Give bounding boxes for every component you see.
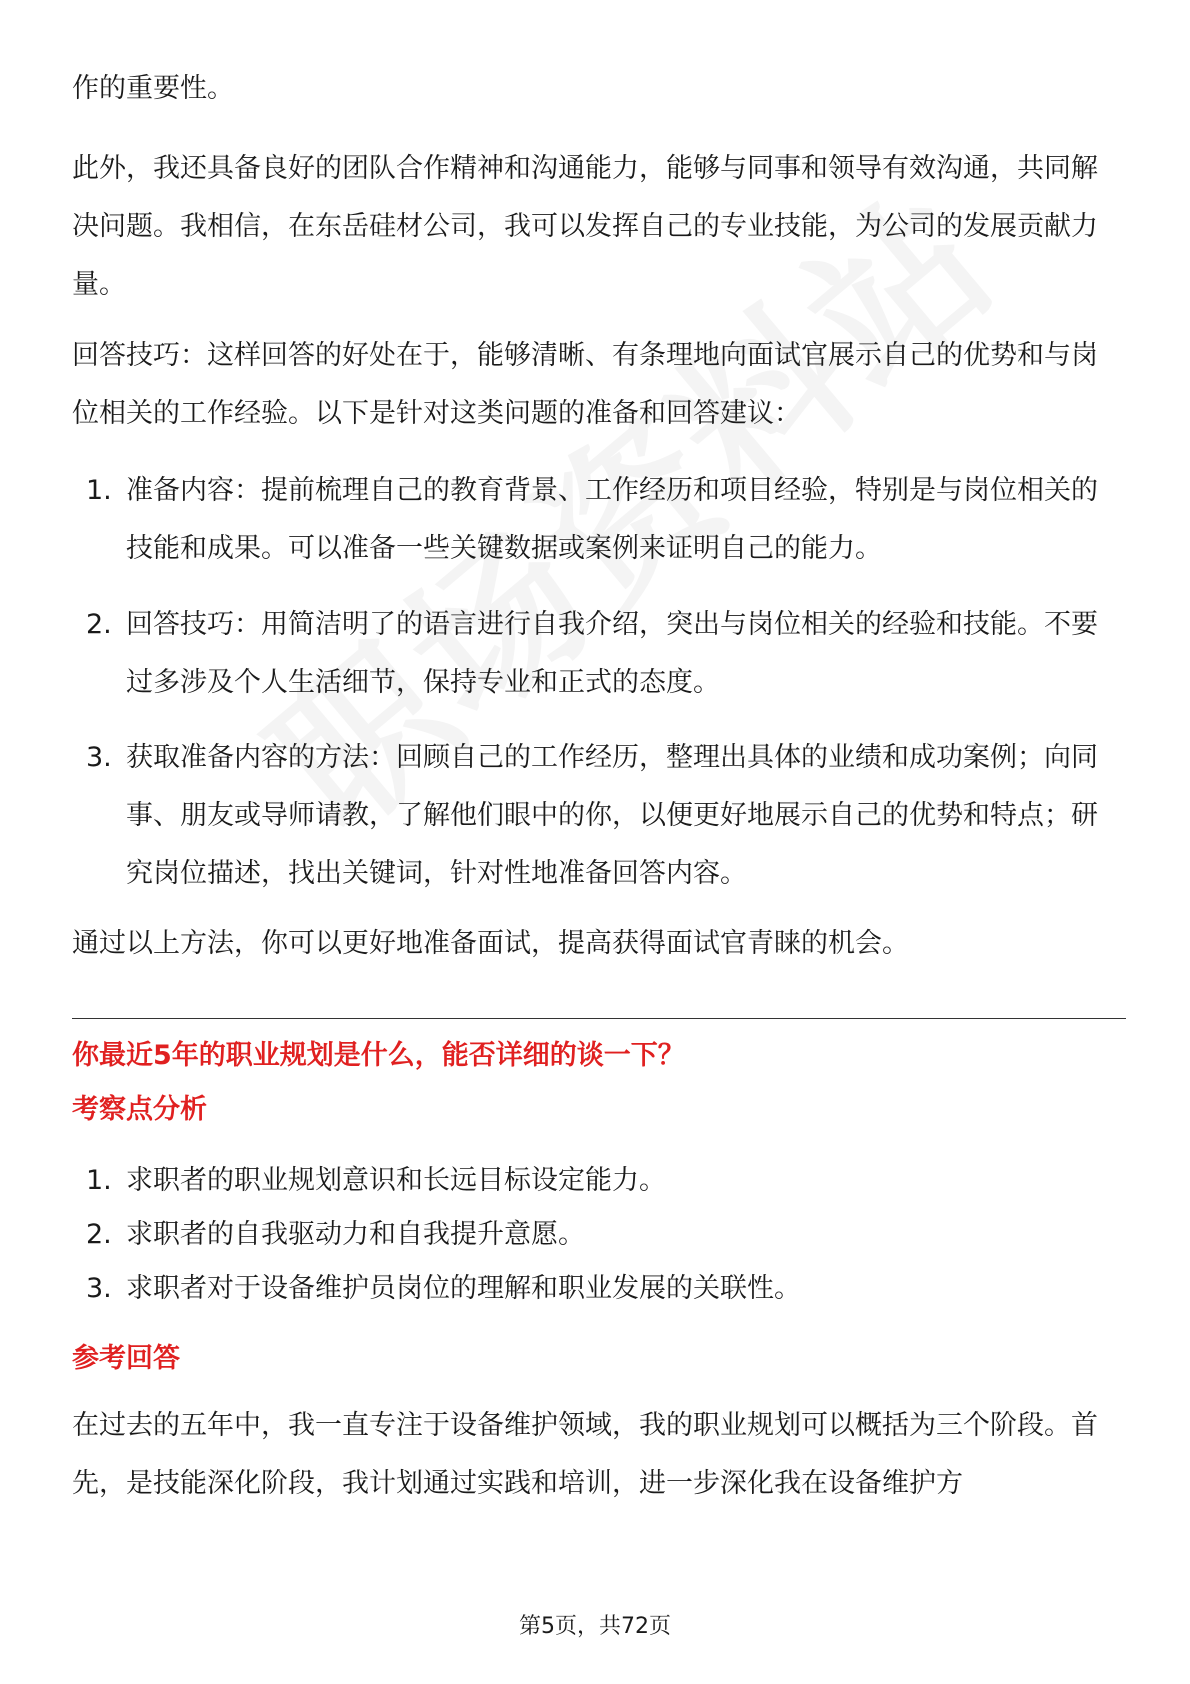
list-number: 2. bbox=[86, 609, 112, 640]
paragraph-answer: 在过去的五年中，我一直专注于设备维护领域，我的职业规划可以概括为三个阶段。首先，是技能深化阶段，我计划通过实践和培训，进一步深化我在设备维护方 bbox=[72, 1410, 1098, 1499]
paragraph-answer-tips: 回答技巧：这样回答的好处在于，能够清晰、有条理地向面试官展示自己的优势和与岗位相关的工作经验。以下是针对这类问题的准备和回答建议： bbox=[72, 340, 1098, 429]
list-item-text: 准备内容：提前梳理自己的教育背景、工作经历和项目经验，特别是与岗位相关的技能和成果。可以准备一些关键数据或案例来证明自己的能力。 bbox=[126, 475, 1098, 564]
paragraph-conclusion: 通过以上方法，你可以更好地准备面试，提高获得面试官青睐的机会。 bbox=[72, 928, 909, 959]
list-item-text: 求职者的职业规划意识和长远目标设定能力。 bbox=[126, 1165, 666, 1196]
section-divider bbox=[72, 1018, 1126, 1019]
list-item bbox=[72, 1152, 1122, 1210]
list-number: 1. bbox=[86, 1165, 112, 1196]
paragraph-continuation: 作的重要性。 bbox=[72, 73, 234, 104]
list-number: 1. bbox=[86, 475, 112, 506]
answer-heading: 参考回答 bbox=[72, 1343, 180, 1374]
list-item bbox=[72, 1206, 1122, 1264]
list-item bbox=[72, 729, 1122, 903]
paragraph-teamwork: 此外，我还具备良好的团队合作精神和沟通能力，能够与同事和领导有效沟通，共同解决问题。我相信，在东岳硅材公司，我可以发挥自己的专业技能，为公司的发展贡献力量。 bbox=[72, 153, 1098, 300]
page-number-footer: 第5页，共72页 bbox=[519, 1614, 671, 1639]
list-item bbox=[72, 462, 1122, 578]
list-item-text: 求职者的自我驱动力和自我提升意愿。 bbox=[126, 1219, 585, 1250]
list-item bbox=[72, 596, 1122, 712]
list-item-text: 获取准备内容的方法：回顾自己的工作经历，整理出具体的业绩和成功案例；向同事、朋友或导师请教，了解他们眼中的你，以便更好地展示自己的优势和特点；研究岗位描述，找出关键词，针对性地准备回答内容。 bbox=[126, 742, 1098, 889]
list-number: 3. bbox=[86, 742, 112, 773]
list-item bbox=[72, 1260, 1122, 1318]
analysis-heading: 考察点分析 bbox=[72, 1094, 207, 1125]
list-item-text: 回答技巧：用简洁明了的语言进行自我介绍，突出与岗位相关的经验和技能。不要过多涉及个人生活细节，保持专业和正式的态度。 bbox=[126, 609, 1098, 698]
question-heading: 你最近5年的职业规划是什么，能否详细的谈一下？ bbox=[72, 1040, 685, 1071]
list-number: 3. bbox=[86, 1273, 112, 1304]
list-number: 2. bbox=[86, 1219, 112, 1250]
list-item-text: 求职者对于设备维护员岗位的理解和职业发展的关联性。 bbox=[126, 1273, 801, 1304]
